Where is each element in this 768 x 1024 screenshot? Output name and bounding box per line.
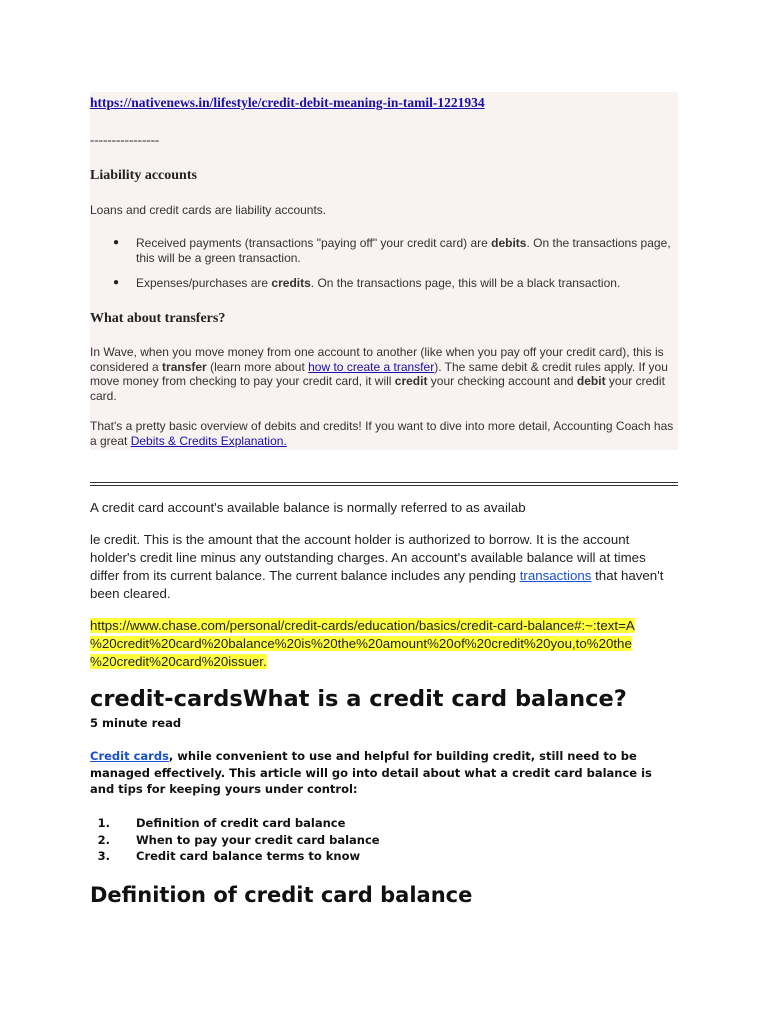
section-heading: Definition of credit card balance [90, 883, 473, 907]
toc-text: Credit card balance terms to know [136, 849, 361, 863]
intro-line3: and tips for keeping yours under control: [90, 782, 358, 796]
bullet-item-credits [136, 276, 676, 291]
para2-line3-end: that haven't [591, 568, 664, 583]
intro-paragraph [90, 748, 690, 798]
toc-list [90, 815, 590, 865]
para2-line1: le credit. This is the amount that the account holder is authorized to borrow. It is the account [90, 532, 630, 547]
overview-line2a: a great [90, 433, 131, 448]
bullet2-text: Expenses/purchases are [136, 276, 272, 290]
divider-bottom [90, 485, 678, 486]
overview-paragraph [90, 419, 678, 448]
chase-url-highlighted[interactable] [90, 617, 690, 671]
page-heading: credit-cardsWhat is a credit card balance? [90, 686, 627, 712]
overview-line1: That's a pretty basic overview of debits and credits! If you want to dive into more detail, Accounting Coach has [90, 419, 674, 433]
transfers-line2a: considered a [90, 359, 163, 374]
transactions-link[interactable]: transactions [519, 568, 592, 583]
bullet-dot: ● [113, 277, 120, 288]
transfer-bold: transfer [162, 359, 207, 374]
transfers-line3c: your credit [605, 374, 665, 388]
bullet-dot: ● [113, 237, 120, 248]
para2-line2: holder's credit line minus any outstanding charges. An account's available balance will at times [90, 550, 646, 565]
transfers-line3b: your checking account and [427, 374, 577, 388]
read-time: 5 minute read [90, 716, 182, 730]
toc-item[interactable] [90, 832, 590, 849]
nativenews-link[interactable]: https://nativenews.in/lifestyle/credit-debit-meaning-in-tamil-1221934 [90, 95, 485, 110]
bullet2-bold: credits [271, 276, 311, 290]
toc-num: 2. [97, 832, 110, 847]
bullet1-text: Received payments (transactions "paying off" your credit card) are [136, 236, 492, 250]
create-transfer-link[interactable]: how to create a transfer [308, 359, 435, 374]
toc-item[interactable] [90, 848, 590, 865]
transfers-line2b: (learn more about [206, 359, 309, 374]
intro-line2: managed effectively. This article will go into detail about what a credit card balance is [90, 765, 652, 780]
liability-heading: Liability accounts [90, 168, 197, 183]
credit-bold: credit [394, 374, 428, 388]
available-balance-para2 [90, 531, 680, 603]
para2-line4: been cleared. [90, 586, 171, 601]
liability-intro: Loans and credit cards are liability accounts. [90, 203, 327, 217]
toc-text: When to pay your credit card balance [136, 832, 380, 847]
divider-top [90, 482, 678, 483]
chase-url-line2[interactable]: %20credit%20card%20balance%20is%20the%20amount%20of%20credit%20you,to%20the [90, 636, 632, 651]
chase-url-line3[interactable]: %20credit%20card%20issuer. [90, 654, 267, 669]
chase-url-line1[interactable]: https://www.chase.com/personal/credit-cards/education/basics/credit-card-balance#:~:text=A [90, 618, 635, 633]
toc-num: 3. [97, 849, 110, 863]
bullet1-bold: debits [491, 236, 527, 250]
toc-text: Definition of credit card balance [136, 816, 346, 830]
available-balance-para1: A credit card account's available balance is normally referred to as availab [90, 500, 526, 515]
intro-line1-rest: , while convenient to use and helpful for building credit, still need to be [168, 749, 637, 763]
debit-bold: debit [576, 374, 606, 388]
transfers-line3a: move money from checking to pay your credit card, it will [90, 374, 395, 388]
bullet-item-debits [136, 236, 676, 265]
bullet1-text-end: . On the transactions page, [526, 236, 671, 250]
debits-credits-link[interactable]: Debits & Credits Explanation. [130, 433, 287, 448]
toc-item[interactable] [90, 815, 590, 832]
bullet2-text-end: . On the transactions page, this will be a black transaction. [310, 276, 621, 290]
transfers-line2c: ). The same debit & credit rules apply. If you [434, 359, 668, 374]
dash-separator: ---------------- [90, 132, 160, 147]
credit-cards-link[interactable]: Credit cards [90, 749, 169, 763]
bullet1-line2: this will be a green transaction. [136, 250, 301, 265]
para2-line3: differ from its current balance. The current balance includes any pending [90, 568, 520, 583]
transfers-paragraph [90, 345, 678, 403]
transfers-line4: card. [90, 388, 117, 403]
transfers-heading: What about transfers? [90, 311, 226, 326]
toc-num: 1. [97, 816, 110, 830]
transfers-line1: In Wave, when you move money from one account to another (like when you pay off your credit card), this is [90, 345, 664, 359]
